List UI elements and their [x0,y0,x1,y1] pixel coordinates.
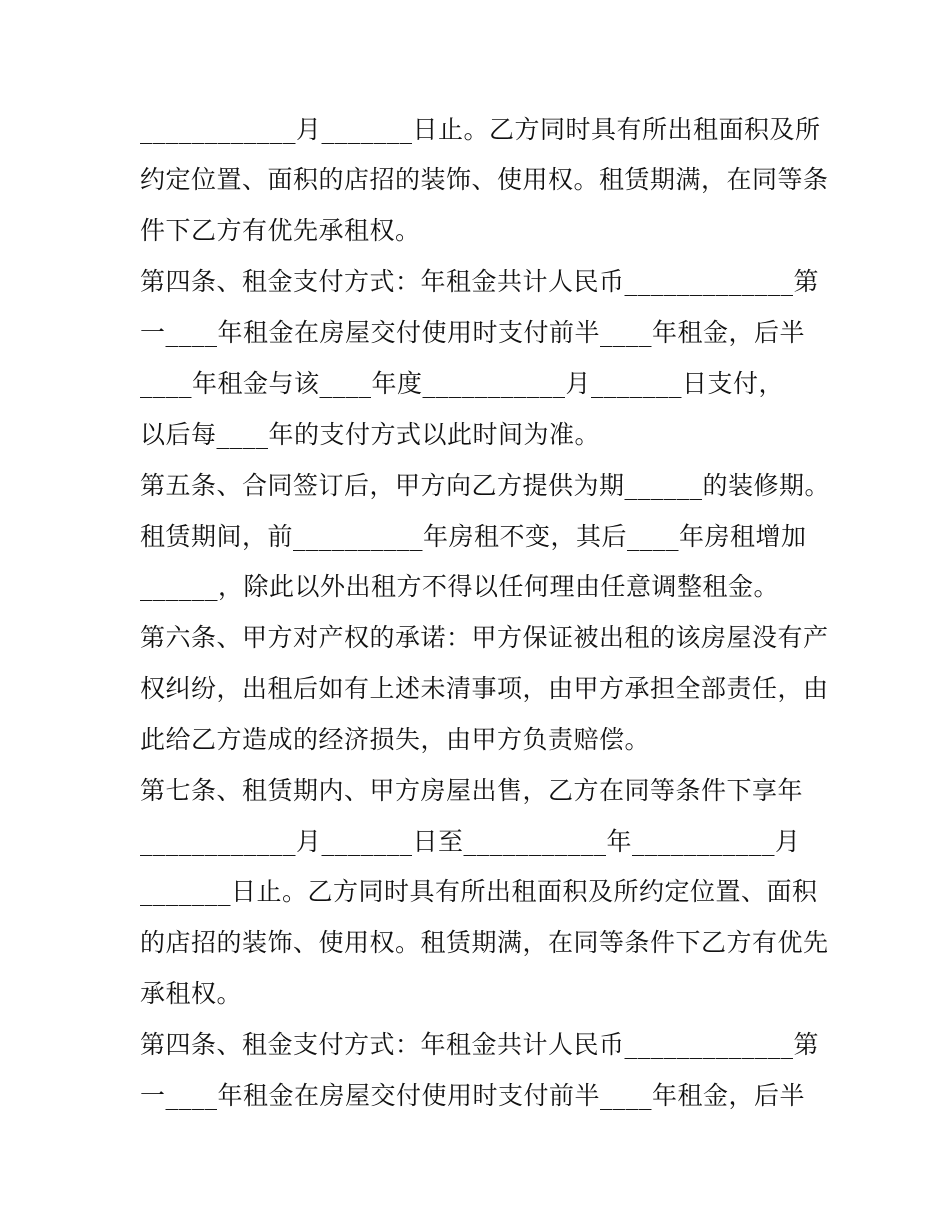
text-line-5: 一____年租金在房屋交付使用时支付前半____年租金，后半 [140,318,806,347]
text-line-14: 第七条、租赁期内、甲方房屋出售，乙方在同等条件下享年 [140,776,804,805]
text-line-3: 件下乙方有优先承租权。 [140,216,421,245]
text-line-20: 一____年租金在房屋交付使用时支付前半____年租金，后半 [140,1081,806,1110]
text-line-19: 第四条、租金支付方式：年租金共计人民币_____________第 [140,1030,820,1059]
text-line-16: _______日止。乙方同时具有所出租面积及所约定位置、面积 [140,877,818,906]
text-line-17: 的店招的装饰、使用权。租赁期满，在同等条件下乙方有优先 [140,928,829,957]
text-line-1: ____________月_______日止。乙方同时具有所出租面积及所 [140,115,821,144]
text-line-9: 租赁期间，前__________年房租不变，其后____年房租增加 [140,522,807,551]
text-line-8: 第五条、合同签订后，甲方向乙方提供为期______的装修期。 [140,471,831,500]
text-line-11: 第六条、甲方对产权的承诺：甲方保证被出租的该房屋没有产 [140,623,829,652]
text-line-13: 此给乙方造成的经济损失，由甲方负责赔偿。 [140,725,651,754]
text-line-7: 以后每____年的支付方式以此时间为准。 [140,420,601,449]
text-line-15: ____________月_______日至___________年___________月 [140,827,801,856]
text-line-12: 权纠纷，出租后如有上述未清事项，由甲方承担全部责任，由 [140,674,829,703]
text-line-10: ______，除此以外出租方不得以任何理由任意调整租金。 [140,572,780,601]
text-line-18: 承租权。 [140,979,243,1008]
text-line-6: ____年租金与该____年度___________月_______日支付， [140,369,785,398]
text-line-4: 第四条、租金支付方式：年租金共计人民币_____________第 [140,267,820,296]
text-line-2: 约定位置、面积的店招的装饰、使用权。租赁期满，在同等条 [140,165,829,194]
